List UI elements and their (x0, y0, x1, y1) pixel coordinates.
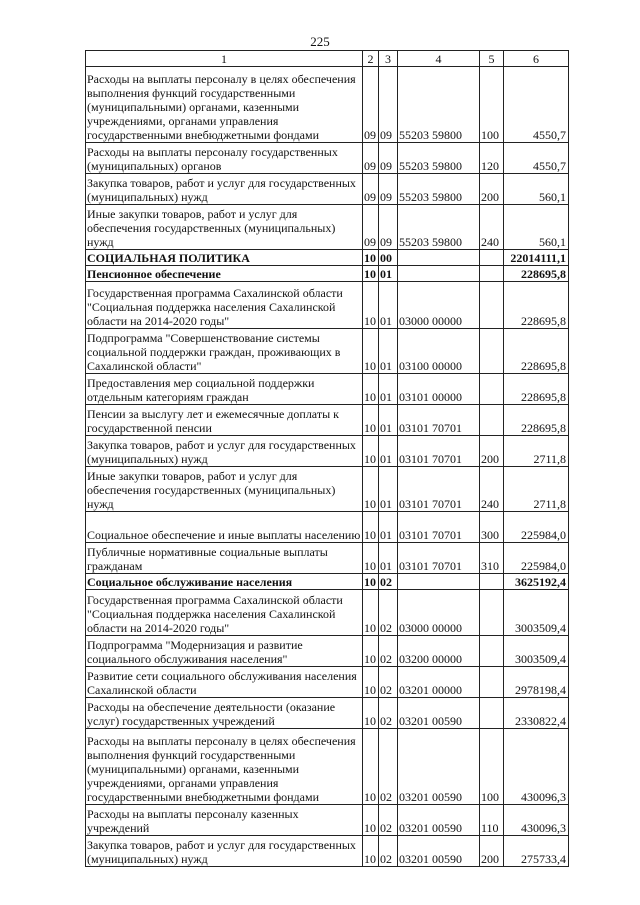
row-target-item: 03100 00000 (398, 329, 480, 374)
row-section: 10 (363, 329, 379, 374)
row-amount: 560,1 (504, 205, 569, 250)
row-name: Расходы на выплаты персоналу казенных учреждений (86, 805, 363, 836)
row-expense-type: 300 (480, 512, 504, 543)
table-row (86, 636, 569, 667)
row-subsection: 01 (379, 266, 398, 282)
row-expense-type (480, 636, 504, 667)
row-name: Закупка товаров, работ и услуг для государственных (муниципальных) нужд (86, 836, 363, 867)
row-amount: 2711,8 (504, 436, 569, 467)
table-row (86, 574, 569, 590)
row-section: 10 (363, 805, 379, 836)
page-number: 225 (310, 34, 330, 49)
row-expense-type: 110 (480, 805, 504, 836)
row-subsection: 01 (379, 512, 398, 543)
row-name: Иные закупки товаров, работ и услуг для обеспечения государственных (муниципальных) нужд (86, 467, 363, 512)
row-section: 10 (363, 836, 379, 867)
row-section: 10 (363, 512, 379, 543)
row-name: Расходы на выплаты персоналу государственных (муниципальных) органов (86, 143, 363, 174)
row-amount: 228695,8 (504, 329, 569, 374)
row-subsection: 02 (379, 667, 398, 698)
row-subsection: 01 (379, 405, 398, 436)
row-subsection: 02 (379, 698, 398, 729)
row-expense-type (480, 698, 504, 729)
row-target-item: 03101 70701 (398, 405, 480, 436)
table-row (86, 205, 569, 250)
row-subsection: 09 (379, 143, 398, 174)
row-expense-type: 240 (480, 467, 504, 512)
row-subsection: 01 (379, 282, 398, 329)
row-section: 10 (363, 282, 379, 329)
row-target-item: 55203 59800 (398, 67, 480, 143)
row-subsection: 02 (379, 574, 398, 590)
row-subsection: 02 (379, 590, 398, 636)
table-row (86, 405, 569, 436)
row-name: Публичные нормативные социальные выплаты гражданам (86, 543, 363, 574)
table-row (86, 174, 569, 205)
row-subsection: 09 (379, 205, 398, 250)
row-expense-type (480, 329, 504, 374)
row-target-item: 55203 59800 (398, 205, 480, 250)
row-expense-type (480, 250, 504, 266)
row-amount: 4550,7 (504, 143, 569, 174)
row-section: 10 (363, 729, 379, 805)
row-expense-type (480, 282, 504, 329)
row-expense-type: 240 (480, 205, 504, 250)
row-expense-type: 200 (480, 436, 504, 467)
header-col-4: 4 (398, 51, 480, 67)
table-row (86, 467, 569, 512)
row-amount: 22014111,1 (504, 250, 569, 266)
row-name: Государственная программа Сахалинской области "Социальная поддержка населения Сахалинской области на 2014-2020 годы" (86, 282, 363, 329)
row-target-item: 03101 70701 (398, 436, 480, 467)
row-section: 10 (363, 636, 379, 667)
row-section: 10 (363, 467, 379, 512)
row-subsection: 02 (379, 729, 398, 805)
row-subsection: 02 (379, 805, 398, 836)
header-col-6: 6 (504, 51, 569, 67)
table-row (86, 374, 569, 405)
row-subsection: 01 (379, 436, 398, 467)
row-expense-type: 100 (480, 729, 504, 805)
row-expense-type: 100 (480, 67, 504, 143)
row-amount: 430096,3 (504, 805, 569, 836)
row-section: 09 (363, 174, 379, 205)
row-subsection: 02 (379, 636, 398, 667)
row-subsection: 01 (379, 374, 398, 405)
row-subsection: 01 (379, 543, 398, 574)
row-section: 10 (363, 250, 379, 266)
table-row (86, 590, 569, 636)
row-amount: 3003509,4 (504, 590, 569, 636)
table-row (86, 805, 569, 836)
table-row (86, 282, 569, 329)
row-expense-type (480, 667, 504, 698)
row-amount: 275733,4 (504, 836, 569, 867)
row-section: 10 (363, 590, 379, 636)
row-expense-type (480, 266, 504, 282)
header-col-3: 3 (379, 51, 398, 67)
row-amount: 3625192,4 (504, 574, 569, 590)
row-name: Иные закупки товаров, работ и услуг для обеспечения государственных (муниципальных) нужд (86, 205, 363, 250)
row-amount: 225984,0 (504, 512, 569, 543)
row-amount: 4550,7 (504, 67, 569, 143)
row-subsection: 01 (379, 329, 398, 374)
row-amount: 2978198,4 (504, 667, 569, 698)
table-row (86, 250, 569, 266)
row-target-item: 03201 00590 (398, 805, 480, 836)
table-row (86, 67, 569, 143)
row-target-item: 03101 70701 (398, 543, 480, 574)
row-amount: 430096,3 (504, 729, 569, 805)
table-row (86, 329, 569, 374)
row-amount: 228695,8 (504, 282, 569, 329)
row-section: 10 (363, 405, 379, 436)
row-name: Закупка товаров, работ и услуг для государственных (муниципальных) нужд (86, 436, 363, 467)
row-target-item: 55203 59800 (398, 143, 480, 174)
row-amount: 228695,8 (504, 266, 569, 282)
row-name: Государственная программа Сахалинской области "Социальная поддержка населения Сахалинской области на 2014-2020 годы" (86, 590, 363, 636)
row-target-item: 03201 00590 (398, 698, 480, 729)
row-expense-type: 200 (480, 836, 504, 867)
table-row (86, 512, 569, 543)
row-target-item: 55203 59800 (398, 174, 480, 205)
row-section: 10 (363, 436, 379, 467)
row-subsection: 09 (379, 174, 398, 205)
table-row (86, 543, 569, 574)
table-row (86, 266, 569, 282)
row-name: Развитие сети социального обслуживания населения Сахалинской области (86, 667, 363, 698)
row-target-item: 03200 00000 (398, 636, 480, 667)
row-name: Пенсионное обеспечение (86, 266, 363, 282)
table-row (86, 698, 569, 729)
row-expense-type: 310 (480, 543, 504, 574)
row-target-item: 03000 00000 (398, 590, 480, 636)
row-section: 10 (363, 667, 379, 698)
row-target-item (398, 250, 480, 266)
row-amount: 225984,0 (504, 543, 569, 574)
row-expense-type (480, 590, 504, 636)
row-section: 10 (363, 543, 379, 574)
row-name: Расходы на обеспечение деятельности (оказание услуг) государственных учреждений (86, 698, 363, 729)
header-col-2: 2 (363, 51, 379, 67)
table-row (86, 667, 569, 698)
row-name: Социальное обслуживание населения (86, 574, 363, 590)
header-col-1: 1 (86, 51, 363, 67)
row-amount: 2711,8 (504, 467, 569, 512)
row-target-item: 03201 00590 (398, 729, 480, 805)
row-target-item: 03201 00000 (398, 667, 480, 698)
row-expense-type (480, 574, 504, 590)
row-name: СОЦИАЛЬНАЯ ПОЛИТИКА (86, 250, 363, 266)
row-target-item: 03101 70701 (398, 467, 480, 512)
row-name: Подпрограмма "Модернизация и развитие социального обслуживания населения" (86, 636, 363, 667)
row-section: 10 (363, 266, 379, 282)
row-target-item: 03000 00000 (398, 282, 480, 329)
row-expense-type: 200 (480, 174, 504, 205)
row-expense-type (480, 405, 504, 436)
row-section: 09 (363, 143, 379, 174)
header-col-5: 5 (480, 51, 504, 67)
row-name: Подпрограмма "Совершенствование системы социальной поддержки граждан, проживающих в Сахалинской области" (86, 329, 363, 374)
row-name: Закупка товаров, работ и услуг для государственных (муниципальных) нужд (86, 174, 363, 205)
row-section: 10 (363, 574, 379, 590)
row-name: Пенсии за выслугу лет и ежемесячные доплаты к государственной пенсии (86, 405, 363, 436)
row-section: 09 (363, 67, 379, 143)
row-subsection: 02 (379, 836, 398, 867)
row-subsection: 00 (379, 250, 398, 266)
row-name: Предоставления мер социальной поддержки отдельным категориям граждан (86, 374, 363, 405)
table-row (86, 436, 569, 467)
row-amount: 228695,8 (504, 405, 569, 436)
row-target-item (398, 574, 480, 590)
row-name: Социальное обеспечение и иные выплаты населению (86, 512, 363, 543)
row-section: 10 (363, 374, 379, 405)
row-subsection: 09 (379, 67, 398, 143)
row-amount: 228695,8 (504, 374, 569, 405)
table-row (86, 143, 569, 174)
row-amount: 3003509,4 (504, 636, 569, 667)
row-target-item: 03101 70701 (398, 512, 480, 543)
table-row (86, 836, 569, 867)
row-subsection: 01 (379, 467, 398, 512)
row-amount: 560,1 (504, 174, 569, 205)
table-row (86, 729, 569, 805)
row-expense-type: 120 (480, 143, 504, 174)
row-target-item (398, 266, 480, 282)
row-name: Расходы на выплаты персоналу в целях обеспечения выполнения функций государственными (муниципальными) органами, казенными учреждениями, органами управления государственными внебюджетными фондами (86, 729, 363, 805)
budget-table (85, 50, 569, 867)
row-target-item: 03101 00000 (398, 374, 480, 405)
row-name: Расходы на выплаты персоналу в целях обеспечения выполнения функций государственными (муниципальными) органами, казенными учреждениями, органами управления государственными внебюджетными фондами (86, 67, 363, 143)
row-section: 09 (363, 205, 379, 250)
row-section: 10 (363, 698, 379, 729)
row-amount: 2330822,4 (504, 698, 569, 729)
table-header-row (86, 51, 569, 67)
row-expense-type (480, 374, 504, 405)
row-target-item: 03201 00590 (398, 836, 480, 867)
